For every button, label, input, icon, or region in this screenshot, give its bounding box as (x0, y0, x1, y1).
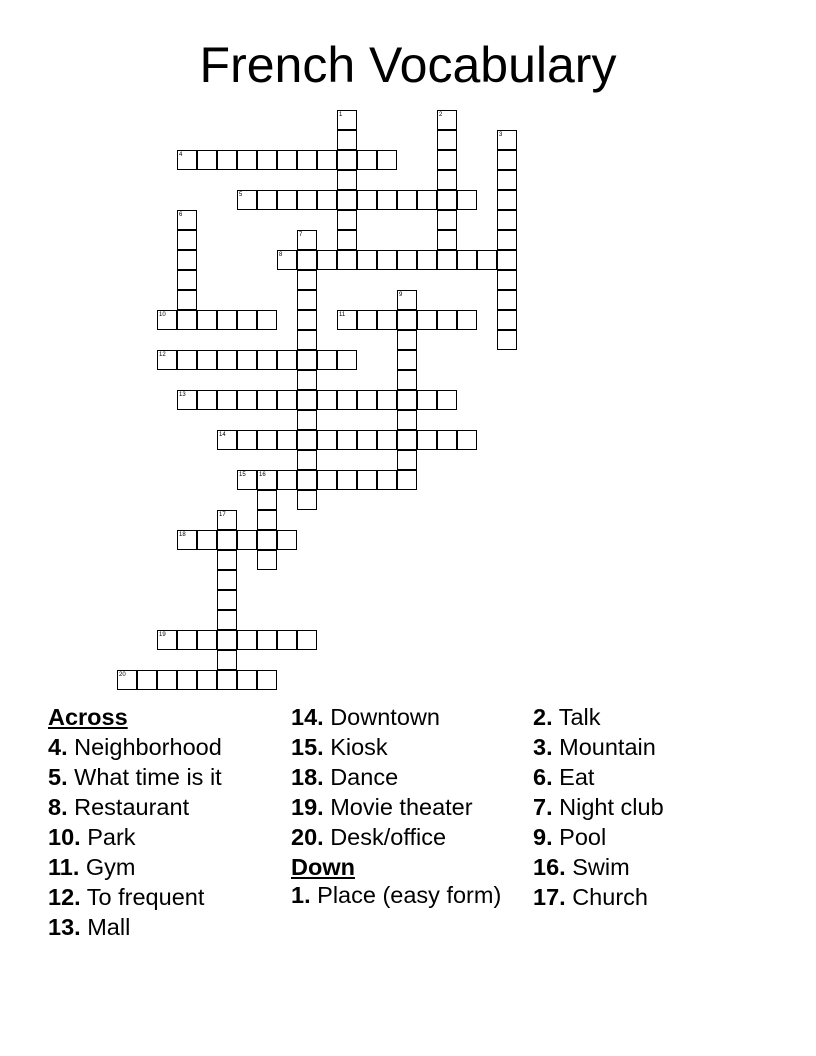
grid-cell[interactable] (397, 470, 417, 490)
grid-cell[interactable] (397, 330, 417, 350)
clue-column-1 (48, 702, 278, 942)
grid-cell[interactable] (297, 630, 317, 650)
grid-cell[interactable] (297, 330, 317, 350)
grid-cell[interactable] (377, 190, 397, 210)
grid-cell[interactable] (477, 250, 497, 270)
grid-cell[interactable] (457, 430, 477, 450)
grid-cell[interactable] (457, 190, 477, 210)
grid-cell[interactable] (337, 310, 357, 330)
grid-cell[interactable] (357, 310, 377, 330)
grid-cell[interactable] (257, 350, 277, 370)
grid-cell[interactable] (297, 290, 317, 310)
grid-cell[interactable] (217, 550, 237, 570)
grid-cell[interactable] (217, 310, 237, 330)
grid-cell[interactable] (177, 290, 197, 310)
grid-cell[interactable] (297, 470, 317, 490)
clue-number-label: 4 (179, 152, 183, 158)
clue-number-label: 9 (399, 292, 403, 298)
grid-cell[interactable] (217, 650, 237, 670)
grid-cell[interactable] (277, 250, 297, 270)
clue-number-label: 2 (439, 112, 443, 118)
clue-column-3 (533, 702, 773, 912)
grid-cell[interactable] (237, 630, 257, 650)
grid-cell[interactable] (417, 310, 437, 330)
grid-cell[interactable] (257, 550, 277, 570)
clue-number-label: 18 (179, 532, 186, 538)
grid-cell[interactable] (337, 430, 357, 450)
grid-cell[interactable] (217, 150, 237, 170)
grid-cell[interactable] (397, 290, 417, 310)
grid-cell[interactable] (237, 430, 257, 450)
clue-number-label: 7 (299, 232, 303, 238)
grid-cell[interactable] (237, 150, 257, 170)
grid-cell[interactable] (417, 250, 437, 270)
grid-cell[interactable] (437, 390, 457, 410)
clue-across-8: 8. Restaurant (48, 794, 190, 820)
grid-cell[interactable] (257, 310, 277, 330)
grid-cell[interactable] (337, 130, 357, 150)
grid-cell[interactable] (197, 630, 217, 650)
grid-cell[interactable] (197, 670, 217, 690)
grid-cell[interactable] (177, 270, 197, 290)
grid-cell[interactable] (177, 150, 197, 170)
grid-cell[interactable] (177, 250, 197, 270)
grid-cell[interactable] (297, 450, 317, 470)
grid-cell[interactable] (297, 490, 317, 510)
grid-cell[interactable] (377, 310, 397, 330)
grid-cell[interactable] (177, 310, 197, 330)
grid-cell[interactable] (497, 270, 517, 290)
grid-cell[interactable] (217, 630, 237, 650)
clue-down-2: 2. Talk (533, 704, 601, 730)
grid-cell[interactable] (237, 190, 257, 210)
grid-cell[interactable] (377, 390, 397, 410)
grid-cell[interactable] (317, 430, 337, 450)
grid-cell[interactable] (497, 230, 517, 250)
grid-cell[interactable] (357, 150, 377, 170)
clue-number-label: 13 (179, 392, 186, 398)
grid-cell[interactable] (257, 390, 277, 410)
grid-cell[interactable] (437, 310, 457, 330)
grid-cell[interactable] (297, 270, 317, 290)
grid-cell[interactable] (277, 530, 297, 550)
grid-cell[interactable] (317, 150, 337, 170)
grid-cell[interactable] (317, 250, 337, 270)
grid-cell[interactable] (337, 110, 357, 130)
grid-cell[interactable] (337, 350, 357, 370)
grid-cell[interactable] (277, 430, 297, 450)
clue-number-label: 17 (219, 512, 226, 518)
grid-cell[interactable] (317, 350, 337, 370)
grid-cell[interactable] (157, 630, 177, 650)
clue-down-6: 6. Eat (533, 764, 595, 790)
grid-cell[interactable] (237, 390, 257, 410)
clue-down-7: 7. Night club (533, 794, 664, 820)
grid-cell[interactable] (297, 230, 317, 250)
clue-across-10: 10. Park (48, 824, 136, 850)
grid-cell[interactable] (457, 310, 477, 330)
grid-cell[interactable] (257, 430, 277, 450)
grid-cell[interactable] (397, 410, 417, 430)
clue-across-5: 5. What time is it (48, 764, 222, 790)
clue-across-14: 14. Downtown (291, 704, 440, 730)
grid-cell[interactable] (177, 670, 197, 690)
grid-cell[interactable] (397, 310, 417, 330)
grid-cell[interactable] (417, 430, 437, 450)
grid-cell[interactable] (437, 190, 457, 210)
grid-cell[interactable] (337, 190, 357, 210)
grid-cell[interactable] (297, 390, 317, 410)
clue-down-1: 1. Place (easy form) (291, 882, 502, 908)
grid-cell[interactable] (397, 370, 417, 390)
clue-across-18: 18. Dance (291, 764, 399, 790)
grid-cell[interactable] (437, 210, 457, 230)
clue-across-15: 15. Kiosk (291, 734, 388, 760)
clue-across-13: 13. Mall (48, 914, 131, 940)
grid-cell[interactable] (177, 530, 197, 550)
grid-cell[interactable] (277, 630, 297, 650)
grid-cell[interactable] (237, 310, 257, 330)
grid-cell[interactable] (197, 350, 217, 370)
clue-across-4: 4. Neighborhood (48, 734, 222, 760)
grid-cell[interactable] (237, 350, 257, 370)
grid-cell[interactable] (277, 150, 297, 170)
grid-cell[interactable] (257, 530, 277, 550)
grid-cell[interactable] (497, 290, 517, 310)
grid-cell[interactable] (217, 530, 237, 550)
grid-cell[interactable] (357, 250, 377, 270)
grid-cell[interactable] (337, 230, 357, 250)
clue-number-label: 11 (339, 312, 346, 318)
grid-cell[interactable] (397, 390, 417, 410)
clue-number-label: 3 (499, 132, 503, 138)
grid-cell[interactable] (337, 390, 357, 410)
clue-down-3: 3. Mountain (533, 734, 656, 760)
grid-cell[interactable] (357, 190, 377, 210)
grid-cell[interactable] (217, 510, 237, 530)
clue-down-17: 17. Church (533, 884, 648, 910)
grid-cell[interactable] (217, 570, 237, 590)
grid-cell[interactable] (217, 390, 237, 410)
grid-cell[interactable] (237, 670, 257, 690)
grid-cell[interactable] (197, 310, 217, 330)
grid-cell[interactable] (357, 390, 377, 410)
clue-down-9: 9. Pool (533, 824, 607, 850)
grid-cell[interactable] (497, 190, 517, 210)
grid-cell[interactable] (497, 330, 517, 350)
clue-down-16: 16. Swim (533, 854, 630, 880)
grid-cell[interactable] (437, 230, 457, 250)
grid-cell[interactable] (337, 210, 357, 230)
grid-cell[interactable] (217, 350, 237, 370)
grid-cell[interactable] (257, 190, 277, 210)
grid-cell[interactable] (297, 370, 317, 390)
grid-cell[interactable] (337, 150, 357, 170)
grid-cell[interactable] (277, 350, 297, 370)
clue-number-label: 16 (259, 472, 266, 478)
grid-cell[interactable] (437, 130, 457, 150)
grid-cell[interactable] (437, 110, 457, 130)
clue-number-label: 1 (339, 112, 343, 118)
clue-across-11: 11. Gym (48, 854, 136, 880)
grid-cell[interactable] (437, 170, 457, 190)
grid-cell[interactable] (177, 390, 197, 410)
grid-cell[interactable] (297, 250, 317, 270)
grid-cell[interactable] (277, 390, 297, 410)
grid-cell[interactable] (217, 670, 237, 690)
clue-number-label: 14 (219, 432, 226, 438)
grid-cell[interactable] (257, 150, 277, 170)
grid-cell[interactable] (497, 210, 517, 230)
grid-cell[interactable] (277, 470, 297, 490)
grid-cell[interactable] (297, 350, 317, 370)
clue-across-12: 12. To frequent (48, 884, 205, 910)
grid-cell[interactable] (157, 350, 177, 370)
grid-cell[interactable] (137, 670, 157, 690)
clue-number-label: 20 (119, 672, 126, 678)
grid-cell[interactable] (297, 410, 317, 430)
grid-cell[interactable] (497, 310, 517, 330)
grid-cell[interactable] (177, 350, 197, 370)
grid-cell[interactable] (157, 670, 177, 690)
grid-cell[interactable] (177, 230, 197, 250)
grid-cell[interactable] (297, 190, 317, 210)
grid-cell[interactable] (257, 490, 277, 510)
grid-cell[interactable] (217, 430, 237, 450)
grid-cell[interactable] (197, 390, 217, 410)
grid-cell[interactable] (357, 470, 377, 490)
grid-cell[interactable] (377, 150, 397, 170)
grid-cell[interactable] (337, 170, 357, 190)
grid-cell[interactable] (197, 530, 217, 550)
clue-number-label: 10 (159, 312, 166, 318)
grid-cell[interactable] (177, 210, 197, 230)
grid-cell[interactable] (297, 430, 317, 450)
grid-cell[interactable] (397, 450, 417, 470)
down-heading: Down (291, 854, 355, 880)
clue-number-label: 6 (179, 212, 183, 218)
grid-cell[interactable] (397, 190, 417, 210)
grid-cell[interactable] (157, 310, 177, 330)
grid-cell[interactable] (497, 150, 517, 170)
grid-cell[interactable] (457, 250, 477, 270)
grid-cell[interactable] (317, 390, 337, 410)
grid-cell[interactable] (257, 630, 277, 650)
grid-cell[interactable] (237, 530, 257, 550)
grid-cell[interactable] (397, 350, 417, 370)
clue-across-19: 19. Movie theater (291, 794, 473, 820)
grid-cell[interactable] (417, 190, 437, 210)
grid-cell[interactable] (297, 150, 317, 170)
grid-cell[interactable] (177, 630, 197, 650)
clue-number-label: 15 (239, 472, 246, 478)
grid-cell[interactable] (337, 250, 357, 270)
grid-cell[interactable] (117, 670, 137, 690)
clue-across-20: 20. Desk/office (291, 824, 447, 850)
clue-column-2 (291, 702, 521, 908)
grid-cell[interactable] (417, 390, 437, 410)
grid-cell[interactable] (237, 470, 257, 490)
grid-cell[interactable] (497, 170, 517, 190)
puzzle-title: French Vocabulary (199, 37, 617, 93)
grid-cell[interactable] (437, 150, 457, 170)
grid-cell[interactable] (337, 470, 357, 490)
grid-cell[interactable] (317, 190, 337, 210)
grid-cell[interactable] (377, 430, 397, 450)
grid-cell[interactable] (257, 510, 277, 530)
grid-cell[interactable] (377, 250, 397, 270)
grid-cell[interactable] (257, 670, 277, 690)
grid-cell[interactable] (297, 310, 317, 330)
clue-number-label: 8 (279, 252, 283, 258)
grid-cell[interactable] (317, 470, 337, 490)
grid-cell[interactable] (497, 250, 517, 270)
grid-cell[interactable] (397, 430, 417, 450)
clue-number-label: 19 (159, 632, 166, 638)
grid-cell[interactable] (217, 590, 237, 610)
grid-cell[interactable] (497, 130, 517, 150)
grid-cell[interactable] (437, 430, 457, 450)
grid-cell[interactable] (437, 250, 457, 270)
grid-cell[interactable] (397, 250, 417, 270)
across-heading: Across (48, 704, 128, 730)
clue-number-label: 12 (159, 352, 166, 358)
grid-cell[interactable] (377, 470, 397, 490)
grid-cell[interactable] (217, 610, 237, 630)
grid-cell[interactable] (197, 150, 217, 170)
grid-cell[interactable] (277, 190, 297, 210)
grid-cell[interactable] (257, 470, 277, 490)
grid-cell[interactable] (357, 430, 377, 450)
clue-number-label: 5 (239, 192, 243, 198)
